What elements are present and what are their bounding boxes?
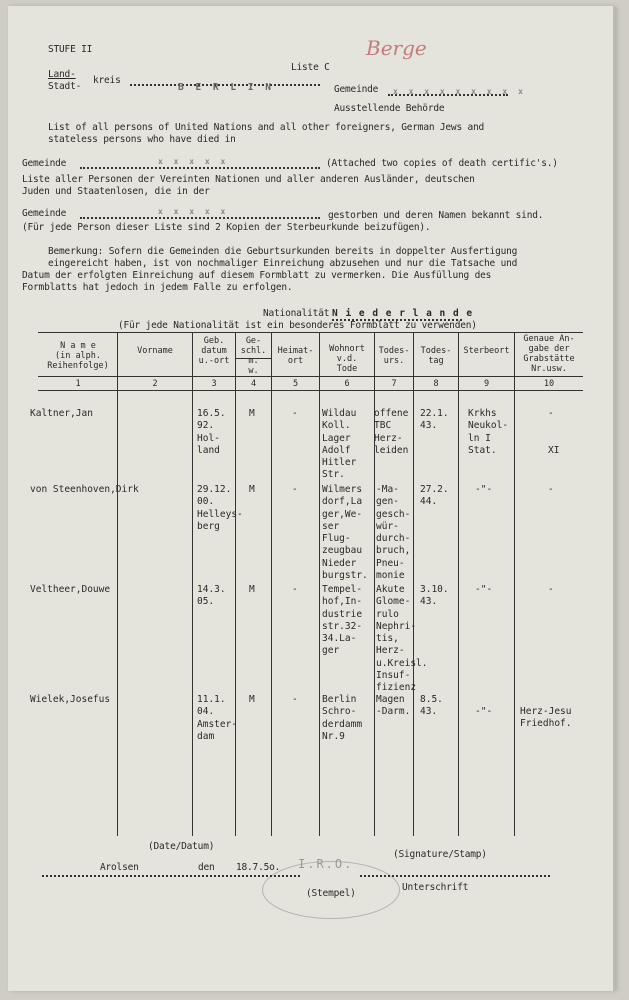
- table-row-2-geb: 29.12. 00. Helleys- berg: [197, 484, 243, 532]
- land-label: Land-: [48, 69, 76, 80]
- col-divider: [271, 332, 272, 836]
- liste-label: Liste C: [291, 62, 330, 73]
- table-row-2-tag: 27.2. 44.: [420, 484, 449, 508]
- table-row-3-wohnort: Tempel- hof,In- dustrie str.32- 34.La- ger: [322, 584, 363, 657]
- document-page: [8, 6, 615, 991]
- nationality-value: N i e d e r l a n d e: [332, 308, 474, 319]
- table-row-3-tag: 3.10. 43.: [420, 584, 449, 608]
- date-place-dotted: [42, 875, 300, 877]
- table-row-3-grab: -: [548, 584, 554, 595]
- nationality-note: (Für jede Nationalität ist ein besonderes Formblatt zu verwenden): [118, 320, 477, 331]
- table-row-4-ort: -"-: [475, 706, 493, 717]
- table-row-1-ort: Krkhs Neukol- ln I Stat.: [468, 408, 509, 456]
- table-row-4-heimat: -: [292, 694, 298, 705]
- col-divider: [235, 332, 236, 836]
- col-header-sterbeort: Sterbeort: [463, 346, 510, 356]
- stufe-label: STUFE II: [48, 44, 93, 55]
- table-row-1-tag: 22.1. 43.: [420, 408, 449, 432]
- table-row-4-tag: 8.5. 43.: [420, 694, 443, 718]
- table-row-4-ursache: Magen -Darm.: [376, 694, 411, 718]
- bemerkung-line-2: eingereicht haben, ist von nochmaliger Einreichung abzusehen und nur die Tatsache und: [48, 258, 518, 269]
- col-header-geschl: Ge- schl. m. w.: [240, 336, 267, 376]
- gemeinde-line2-suffix: gestorben und deren Namen bekannt sind.: [328, 210, 544, 221]
- col-num: 7: [391, 379, 397, 389]
- col-divider: [192, 332, 193, 836]
- intro-de-line-1: Liste aller Personen der Vereinten Nationen und aller anderen Ausländer, deutschen: [22, 174, 475, 185]
- col-header-wohnort: Wohnort v.d. Tode: [329, 344, 365, 374]
- table-row-1-name: Kaltner,Jan: [30, 408, 93, 419]
- col-header-name: N a m e (in alph. Reihenfolge): [47, 341, 109, 371]
- nationality-label: Nationalität: [263, 308, 330, 319]
- table-row-2-wohnort: Wilmers dorf,La ger,We- ser Flug- zeugbau Nieder burgstr.: [322, 484, 368, 582]
- signature-label: (Signature/Stamp): [393, 849, 487, 860]
- kreis-label: kreis: [93, 75, 121, 86]
- col-divider: [458, 332, 459, 836]
- table-row-2-heimat: -: [292, 484, 298, 495]
- table-row-2-geschl: M: [249, 484, 255, 495]
- col-num: 8: [433, 379, 439, 389]
- col-header-geb: Geb. datum u.-ort: [198, 336, 230, 366]
- table-row-2-grab: -: [548, 484, 554, 495]
- table-row-4-wohnort: Berlin Schro- derdamm Nr.9: [322, 694, 363, 742]
- date-value: 18.7.5o.: [236, 862, 281, 873]
- place-value: Arolsen: [100, 862, 139, 873]
- table-row-3-ort: -"-: [475, 584, 493, 595]
- unterschrift-label: Unterschrift: [402, 882, 469, 893]
- col-num: 2: [152, 379, 158, 389]
- bemerkung-line-3: Datum der erfolgten Einreichung auf diesem Formblatt zu vermerken. Die Ausfüllung des: [22, 270, 492, 281]
- col-num: 10: [543, 379, 555, 389]
- col-divider: [319, 332, 320, 836]
- signature-dotted: [360, 875, 550, 877]
- stadt-label: Stadt-: [48, 81, 82, 92]
- gemeinde-line1-suffix: (Attached two copies of death certific's.): [326, 158, 558, 169]
- table-row-2-ursache: -Ma- gen- gesch- wür- durch- bruch, Pneu- monie: [376, 484, 411, 582]
- table-row-3-geb: 14.3. 05.: [197, 584, 226, 608]
- col-header-todesurs: Todes- urs.: [378, 346, 410, 366]
- col-header-vorname: Vorname: [137, 346, 173, 356]
- table-row-1-wohnort: Wildau Koll. Lager Adolf Hitler Str.: [322, 408, 357, 481]
- kreis-value: B E R L I N: [178, 82, 274, 93]
- gemeinde-line2-label: Gemeinde: [22, 208, 67, 219]
- intro-en-line-1: List of all persons of United Nations and all other foreigners, German Jews and: [48, 122, 485, 133]
- iro-stamp-text: I.R.O.: [298, 857, 354, 871]
- table-row-3-ursache: Akute Glome- rulo Nephri- tis, Herz- u.Kreisl. Insuf- fizienz: [376, 584, 428, 694]
- table-row-1-grab: - XI: [548, 408, 560, 456]
- col-divider: [117, 332, 118, 836]
- table-top-line: [38, 332, 583, 333]
- stempel-label: (Stempel): [306, 888, 356, 899]
- col-divider: [514, 332, 515, 836]
- col-header-grab: Genaue An- gabe der Grabstätte Nr.usw.: [523, 334, 575, 374]
- gemeinde-line2-value: x x x x x: [158, 207, 229, 216]
- table-row-4-geb: 11.1. 04. Amster- dam: [197, 694, 238, 742]
- col-num: 9: [483, 379, 490, 389]
- col-num: 4: [250, 379, 257, 389]
- table-row-4-grab: Herz-Jesu Friedhof.: [520, 706, 572, 730]
- intro-de-line-2: Juden und Staatenlosen, die in der: [22, 186, 210, 197]
- table-row-3-name: Veltheer,Douwe: [30, 584, 111, 595]
- col-num: 6: [344, 379, 350, 389]
- table-num-line: [38, 390, 583, 391]
- bemerkung-line-4: Formblatts hat jedoch in jedem Falle zu erfolgen.: [22, 282, 293, 293]
- date-label: (Date/Datum): [148, 841, 215, 852]
- gemeinde-header-value: x x x x x x x x x: [393, 87, 526, 96]
- col-num: 5: [292, 379, 299, 389]
- table-row-1-geb: 16.5. 92. Hol- land: [197, 408, 226, 456]
- table-row-2-name: von Steenhoven,Dirk: [30, 484, 139, 495]
- col-header-heimat: Heimat- ort: [277, 346, 314, 366]
- copies-note: (Für jede Person dieser Liste sind 2 Kopien der Sterbeurkunde beizufügen).: [22, 222, 431, 233]
- bemerkung-line-1: Bemerkung: Sofern die Gemeinden die Geburtsurkunden bereits in doppelter Ausfertigung: [48, 246, 518, 257]
- table-row-1-ursache: offene TBC Herz- leiden: [374, 408, 409, 456]
- behoerde-label: Ausstellende Behörde: [334, 103, 445, 114]
- table-row-3-heimat: -: [292, 584, 298, 595]
- col-header-todestag: Todes- tag: [420, 346, 452, 366]
- gemeinde-line1-label: Gemeinde: [22, 158, 67, 169]
- table-row-2-ort: -"-: [475, 484, 493, 495]
- den-label: den: [198, 862, 215, 873]
- gemeinde-line1-value: x x x x x: [158, 157, 229, 166]
- table-header-line: [38, 376, 583, 377]
- table-row-3-geschl: M: [249, 584, 255, 595]
- table-row-1-heimat: -: [292, 408, 298, 419]
- gemeinde-header-label: Gemeinde: [334, 84, 379, 95]
- col-num: 1: [75, 379, 81, 389]
- table-row-4-geschl: M: [249, 694, 255, 705]
- table-row-1-geschl: M: [249, 408, 255, 419]
- intro-en-line-2: stateless persons who have died in: [48, 134, 236, 145]
- col-num: 3: [211, 379, 217, 389]
- handwritten-mark: Berge: [366, 36, 427, 60]
- table-row-4-name: Wielek,Josefus: [30, 694, 111, 705]
